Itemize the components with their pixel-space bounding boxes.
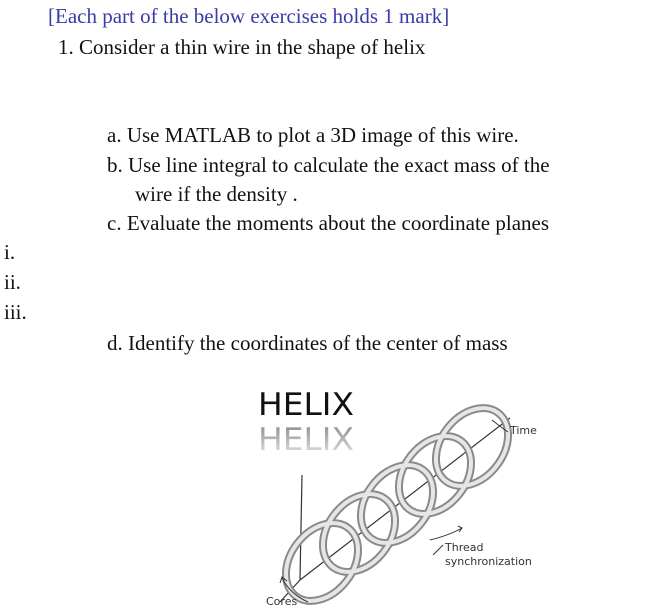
thread-pointer [433, 545, 443, 555]
helix-title-reflection: HELIX [258, 422, 354, 458]
part-b-line1: b. Use line integral to calculate the exact mass of the [107, 153, 550, 177]
roman-i: i. [4, 240, 16, 264]
label-cores: Cores [266, 595, 298, 608]
part-c: c. Evaluate the moments about the coordinate planes [107, 211, 550, 235]
exercise-header: [Each part of the below exercises holds 1 mark] [48, 4, 450, 28]
helix-figure [240, 380, 570, 611]
vertical-axis [300, 475, 302, 580]
roman-ii: ii. [4, 270, 21, 294]
label-thread: Thread [445, 541, 484, 554]
part-d: d. Identify the coordinates of the center of mass [107, 331, 508, 355]
roman-iii: iii. [4, 300, 27, 324]
label-time: Time [510, 424, 537, 437]
part-a: a. Use MATLAB to plot a 3D image of this wire. [107, 123, 519, 147]
part-b-line2: wire if the density . [135, 182, 298, 206]
label-synchronization: synchronization [445, 555, 532, 568]
helix-title: HELIX [258, 387, 354, 423]
question-1: 1. Consider a thin wire in the shape of helix [58, 35, 426, 59]
thread-arc [430, 528, 462, 540]
